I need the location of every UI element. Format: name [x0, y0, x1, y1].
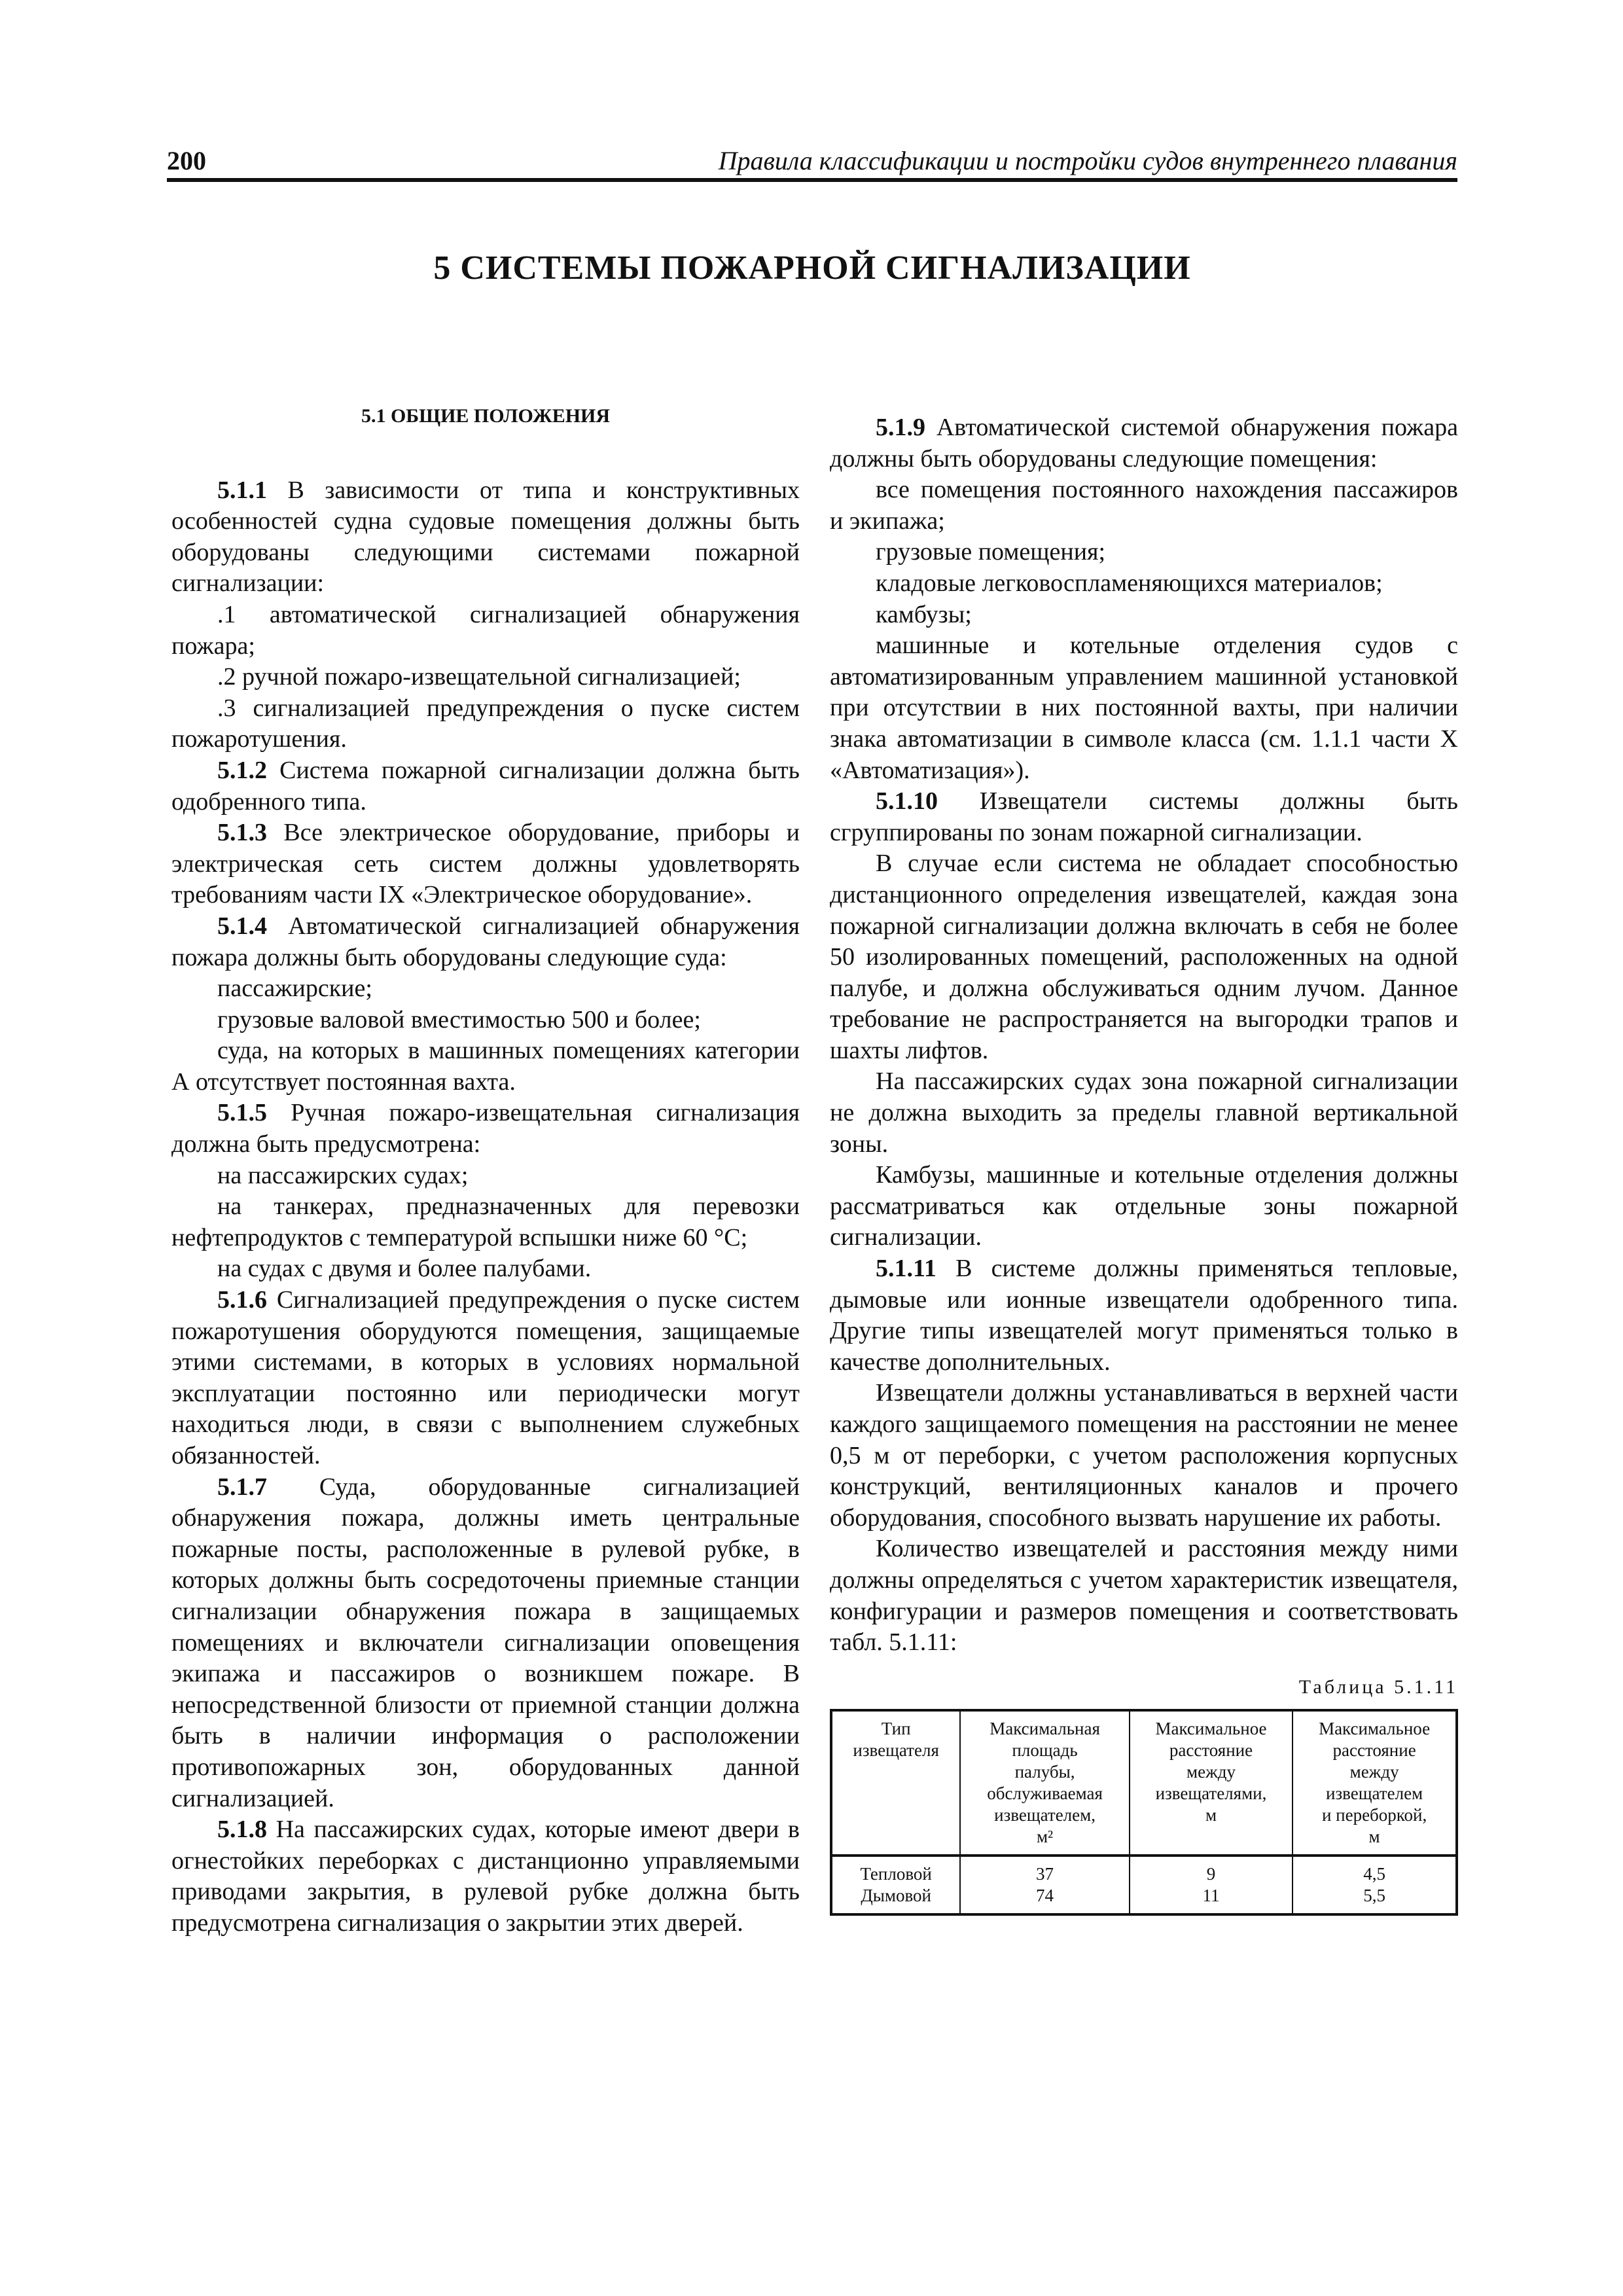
table-header-cell: Максимальное расстояние между извещателями, м	[1130, 1710, 1293, 1856]
clause-number: 5.1.7	[217, 1473, 267, 1501]
clause-number: 5.1.6	[217, 1286, 267, 1314]
paragraph	[171, 1160, 800, 1192]
paragraph	[830, 1160, 1458, 1253]
paragraph	[171, 475, 800, 600]
paragraph	[830, 786, 1458, 848]
table-header-cell: Тип извещателя	[831, 1710, 960, 1856]
left-paragraphs	[171, 475, 800, 1939]
paragraph-text: .3 сигнализацией предупреждения о пуске систем пожаротушения.	[171, 694, 800, 753]
clause-number: 5.1.10	[876, 787, 938, 816]
paragraph	[171, 973, 800, 1005]
clause-number: 5.1.3	[217, 819, 267, 847]
table-header-cell: Максимальное расстояние между извещателем и переборкой, м	[1293, 1710, 1457, 1856]
paragraph-text: машинные и котельные отделения судов с автоматизированным управлением машинной установкой при отсутствии в них постоянной вахты, при наличии знака автоматизации в символе класса (см. 1.1.1 части X «Автоматизация»).	[830, 632, 1458, 784]
paragraph	[171, 662, 800, 693]
paragraph-text: Ручная пожаро-извещательная сигнализация должна быть предусмотрена:	[171, 1099, 800, 1158]
paragraph	[171, 817, 800, 911]
paragraph	[171, 1191, 800, 1253]
paragraph	[830, 600, 1458, 631]
paragraph	[171, 600, 800, 662]
paragraph-text: камбузы;	[876, 600, 972, 628]
table-cell: 4,5 5,5	[1293, 1856, 1457, 1914]
paragraph-text: Извещатели должны устанавливаться в верхней части каждого защищаемого помещения на расстоянии не менее 0,5 м от переборки, с учетом расположения корпусных конструкций, вентиляционных каналов и прочего оборудования, способного вызвать нарушение их работы.	[830, 1379, 1458, 1532]
clause-number: 5.1.9	[876, 414, 925, 441]
paragraph-text: грузовые валовой вместимостью 500 и более;	[217, 1005, 701, 1033]
paragraph-text: Система пожарной сигнализации должна быть одобренного типа.	[171, 756, 800, 816]
paragraph-text: Сигнализацией предупреждения о пуске систем пожаротушения оборудуются помещения, защищаемые этими системами, в которых в условиях нормальной эксплуатации постоянно или периодически могут находиться люди, в связи с выполнением служебных обязанностей.	[171, 1286, 800, 1469]
clause-number: 5.1.2	[217, 756, 267, 784]
paragraph-text: суда, на которых в машинных помещениях категории А отсутствует постоянная вахта.	[171, 1037, 800, 1096]
table-caption: Таблица 5.1.11	[1298, 1676, 1458, 1698]
table-header-row	[831, 1710, 1457, 1856]
table-cell: Тепловой Дымовой	[831, 1856, 960, 1914]
paragraph-text: В случае если система не обладает способностью дистанционного определения извещателей, каждая зона пожарной сигнализации должна включать в себя не более 50 изолированных помещений, расположенных на одной палубе, и должна обслуживаться одним лучом. Данное требование не распространяется на выгородки трапов и шахты лифтов.	[830, 850, 1458, 1064]
running-title: Правила классификации и постройки судов внутреннего плавания	[718, 146, 1457, 175]
paragraph	[830, 568, 1458, 600]
paragraph	[171, 1035, 800, 1098]
table-header-cell: Максимальная площадь палубы, обслуживаемая извещателем, м²	[960, 1710, 1129, 1856]
section-title: 5.1 ОБЩИЕ ПОЛОЖЕНИЯ	[361, 405, 611, 427]
page-number: 200	[167, 146, 206, 175]
table-row	[831, 1856, 1457, 1914]
paragraph-text: Автоматической сигнализацией обнаружения пожара должны быть оборудованы следующие суда:	[171, 912, 800, 971]
paragraph-text: все помещения постоянного нахождения пассажиров и экипажа;	[830, 476, 1458, 535]
clause-number: 5.1.11	[876, 1255, 936, 1283]
detector-table	[830, 1709, 1458, 1916]
clause-number: 5.1.8	[217, 1816, 267, 1844]
paragraph	[171, 1005, 800, 1036]
paragraph	[171, 693, 800, 755]
paragraph-text: .1 автоматической сигнализацией обнаружения пожара;	[171, 600, 800, 660]
paragraph	[830, 1253, 1458, 1378]
clause-number: 5.1.1	[217, 476, 267, 504]
paragraph	[171, 755, 800, 817]
paragraph	[171, 1098, 800, 1160]
paragraph-text: на пассажирских судах;	[217, 1161, 469, 1189]
paragraph-text: Все электрическое оборудование, приборы и электрическая сеть систем должны удовлетворять требованиям части IX «Электрическое оборудование».	[171, 819, 800, 909]
paragraph-text: Извещатели системы должны быть сгруппированы по зонам пожарной сигнализации.	[830, 787, 1458, 846]
paragraph-text: Суда, оборудованные сигнализацией обнаружения пожара, должны иметь центральные пожарные посты, расположенные в рулевой рубке, в которых должны быть сосредоточены приемные станции сигнализации обнаружения пожара в защищаемых помещениях и включатели сигнализации оповещения экипажа и пассажиров о возникшем пожаре. В непосредственной близости от приемной станции должна быть в наличии информация о расположении противопожарных зон, оборудованных данной сигнализацией.	[171, 1473, 800, 1812]
table-cell: 37 74	[960, 1856, 1129, 1914]
paragraph-text: на судах с двумя и более палубами.	[217, 1255, 592, 1283]
table-cell: 9 11	[1130, 1856, 1293, 1914]
paragraph	[171, 911, 800, 973]
paragraph	[171, 1472, 800, 1815]
right-column	[830, 412, 1458, 1916]
paragraph-text: В зависимости от типа и конструктивных особенностей судна судовые помещения должны быть оборудованы следующими системами пожарной сигнализации:	[171, 476, 800, 598]
paragraph	[830, 1378, 1458, 1534]
paragraph-text: Количество извещателей и расстояния между ними должны определяться с учетом характеристик извещателя, конфигурации и размеров помещения и соответствовать табл. 5.1.11:	[830, 1535, 1458, 1657]
table-body	[831, 1856, 1457, 1914]
chapter-title: 5 СИСТЕМЫ ПОЖАРНОЙ СИГНАЛИЗАЦИИ	[433, 249, 1191, 287]
paragraph-text: на танкерах, предназначенных для перевозки нефтепродуктов с температурой вспышки ниже 60 °С;	[171, 1193, 800, 1251]
paragraph-text: В системе должны применяться тепловые, дымовые или ионные извещатели одобренного типа. Другие типы извещателей могут применяться только в качестве дополнительных.	[830, 1255, 1458, 1376]
paragraph	[171, 1814, 800, 1939]
paragraph-text: кладовые легковоспламеняющихся материалов;	[876, 569, 1383, 597]
paragraph-text: Камбузы, машинные и котельные отделения должны рассматриваться как отдельные зоны пожарной сигнализации.	[830, 1161, 1458, 1251]
paragraph	[830, 412, 1458, 475]
clause-number: 5.1.4	[217, 912, 267, 940]
paragraph	[830, 848, 1458, 1066]
paragraph	[830, 537, 1458, 568]
right-paragraphs	[830, 412, 1458, 1659]
paragraph	[830, 475, 1458, 537]
header-rule	[167, 178, 1457, 182]
paragraph-text: .2 ручной пожаро-извещательной сигнализацией;	[217, 663, 741, 691]
paragraph	[171, 1285, 800, 1472]
paragraph-text: Автоматической системой обнаружения пожара должны быть оборудованы следующие помещения:	[830, 414, 1458, 473]
paragraph-text: На пассажирских судах зона пожарной сигнализации не должна выходить за пределы главной вертикальной зоны.	[830, 1067, 1458, 1158]
paragraph	[830, 1534, 1458, 1658]
paragraph	[830, 630, 1458, 786]
clause-number: 5.1.5	[217, 1099, 267, 1127]
paragraph	[830, 1066, 1458, 1160]
paragraph	[171, 1253, 800, 1285]
paragraph-text: На пассажирских судах, которые имеют двери в огнестойких переборках с дистанционно управляемыми приводами закрытия, в рулевой рубке должна быть предусмотрена сигнализация о закрытии этих дверей.	[171, 1816, 800, 1937]
paragraph-text: грузовые помещения;	[876, 538, 1106, 566]
paragraph-text: пассажирские;	[217, 975, 372, 1003]
left-column	[171, 393, 800, 1939]
